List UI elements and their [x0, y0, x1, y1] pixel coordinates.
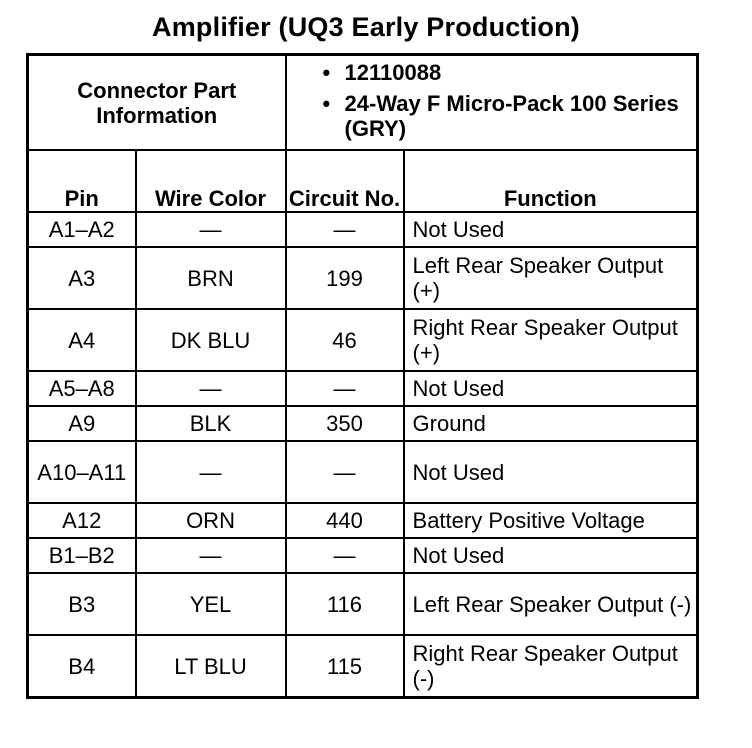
- pin-cell: B4: [28, 635, 136, 698]
- pin-cell: A12: [28, 503, 136, 538]
- connector-description: • 24-Way F Micro-Pack 100 Series (GRY): [323, 91, 697, 141]
- connector-info-list: [286, 55, 698, 151]
- connector-part-number: • 12110088: [323, 60, 697, 85]
- table-row: [28, 635, 698, 698]
- function-cell: Not Used: [404, 538, 698, 573]
- table-row: [28, 538, 698, 573]
- pin-cell: A10–A11: [28, 441, 136, 503]
- function-cell: Battery Positive Voltage: [404, 503, 698, 538]
- wire-color-cell: ORN: [136, 503, 286, 538]
- header-circuit: Circuit No.: [286, 150, 404, 212]
- table-row: [28, 371, 698, 406]
- pin-cell: A5–A8: [28, 371, 136, 406]
- pin-cell: A9: [28, 406, 136, 441]
- connector-info-label: Connector Part Information: [28, 55, 286, 151]
- table-row: [28, 441, 698, 503]
- header-pin: Pin: [28, 150, 136, 212]
- circuit-cell: 199: [286, 247, 404, 309]
- function-cell: Not Used: [404, 441, 698, 503]
- function-cell: Ground: [404, 406, 698, 441]
- circuit-cell: —: [286, 441, 404, 503]
- circuit-cell: 115: [286, 635, 404, 698]
- table-header-row: [28, 150, 698, 212]
- page-title: Amplifier (UQ3 Early Production): [152, 12, 580, 42]
- circuit-cell: 440: [286, 503, 404, 538]
- function-cell: Right Rear Speaker Output (-): [404, 635, 698, 698]
- function-cell: Not Used: [404, 371, 698, 406]
- wire-color-cell: —: [136, 371, 286, 406]
- wire-color-cell: YEL: [136, 573, 286, 635]
- table-row: [28, 573, 698, 635]
- pin-cell: A1–A2: [28, 212, 136, 247]
- wire-color-cell: —: [136, 441, 286, 503]
- header-function: Function: [404, 150, 698, 212]
- wire-color-cell: BRN: [136, 247, 286, 309]
- function-cell: Left Rear Speaker Output (-): [404, 573, 698, 635]
- table-row: [28, 406, 698, 441]
- function-cell: Not Used: [404, 212, 698, 247]
- table-row: [28, 309, 698, 371]
- pin-cell: A3: [28, 247, 136, 309]
- pin-cell: A4: [28, 309, 136, 371]
- table-row: [28, 503, 698, 538]
- header-wire-color: Wire Color: [136, 150, 286, 212]
- pin-rows: [28, 212, 698, 698]
- pin-cell: B1–B2: [28, 538, 136, 573]
- circuit-cell: —: [286, 538, 404, 573]
- circuit-cell: 46: [286, 309, 404, 371]
- wire-color-cell: —: [136, 538, 286, 573]
- connector-info-row: [28, 55, 698, 151]
- wire-color-cell: LT BLU: [136, 635, 286, 698]
- circuit-cell: 116: [286, 573, 404, 635]
- function-cell: Right Rear Speaker Output (+): [404, 309, 698, 371]
- table-row: [28, 247, 698, 309]
- wire-color-cell: BLK: [136, 406, 286, 441]
- circuit-cell: 350: [286, 406, 404, 441]
- wire-color-cell: —: [136, 212, 286, 247]
- circuit-cell: —: [286, 371, 404, 406]
- circuit-cell: —: [286, 212, 404, 247]
- pin-cell: B3: [28, 573, 136, 635]
- table-row: [28, 212, 698, 247]
- connector-table: [26, 53, 699, 699]
- wire-color-cell: DK BLU: [136, 309, 286, 371]
- function-cell: Left Rear Speaker Output (+): [404, 247, 698, 309]
